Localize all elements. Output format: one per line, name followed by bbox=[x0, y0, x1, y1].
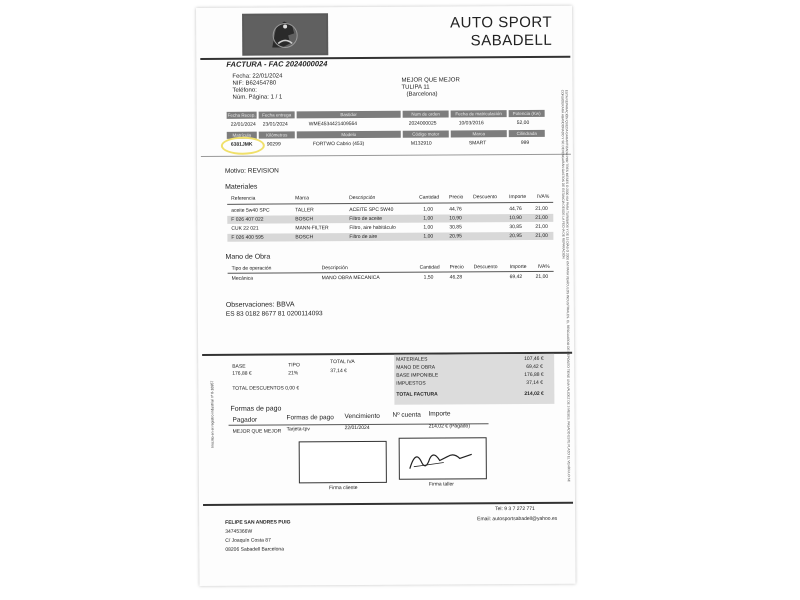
plate-highlight-circle bbox=[221, 137, 265, 155]
sum-mano-obra-label: MANO DE OBRA bbox=[396, 364, 436, 371]
company-logo bbox=[242, 13, 328, 56]
mat-brand: MANN-FILTER bbox=[295, 225, 329, 232]
mat-vat: 21,00 bbox=[535, 214, 548, 221]
mat-qty: 1,00 bbox=[423, 215, 434, 222]
vh-v2-1: 90299 bbox=[266, 141, 281, 148]
pago-h-1: Formas de pago bbox=[286, 414, 334, 422]
motivo: Motivo: REVISION bbox=[224, 167, 279, 175]
mat-h-2: Descripción bbox=[349, 194, 376, 202]
table-row bbox=[227, 232, 553, 242]
pago-title: Formas de pago bbox=[230, 405, 282, 413]
invoice-page: Núm. Página: 1 / 1 bbox=[232, 94, 283, 101]
pago-amount: 214,02 € (Pagado) bbox=[428, 423, 471, 430]
mat-qty: 1,00 bbox=[423, 224, 434, 231]
vh-v2-2: FORTWO Cabrio (453) bbox=[312, 140, 365, 148]
mo-h-6: IVA% bbox=[537, 263, 550, 270]
mat-h-1: Marca bbox=[295, 195, 310, 202]
mo-h-2: Cantidad bbox=[419, 264, 440, 271]
client-name: MEJOR QUE MEJOR bbox=[401, 77, 460, 84]
mo-h-4: Descuento bbox=[473, 264, 498, 271]
mat-desc: ACEITE SPC 5W40 bbox=[349, 206, 394, 214]
mo-vat: 21,00 bbox=[535, 273, 549, 280]
sum-total-label: TOTAL FACTURA bbox=[396, 391, 438, 398]
mat-price: 20,95 bbox=[449, 233, 462, 240]
vh-h2-1: Kilómetros bbox=[259, 131, 295, 138]
vh-v1-4: 10/03/2016 bbox=[458, 120, 484, 127]
invoice-phone: Teléfono: bbox=[232, 87, 257, 94]
vh-v2-3: M132910 bbox=[410, 140, 432, 147]
mat-vat: 21,00 bbox=[535, 223, 548, 230]
right-side-text: ESTA REPARACIÓN QUEDA GARANTIZADA POR TRES MESES O 2000 KM PARA TURISMOS Y DE 15 DÍAS O 2000 KM PARA VEHÍCULOS INDUSTRIALES. EL RESGUARDO DE DEPÓSITO TIENE UNA VALIDEZ DE 3 MESES. PASADO ESTE PLAZO EL VEHÍCULO SE CONSIDERARÁ ABANDONADO Y SE DEVENGARÁN GASTOS DE ESTANCIA DESDE LA FECHA DE REPARACIÓN bbox=[560, 89, 571, 482]
taller-signature-label: Firma taller bbox=[428, 481, 454, 488]
footer-city: 08206 Sabadell Barcelona bbox=[225, 546, 284, 553]
sum-impuestos-value: 37,14 € bbox=[526, 379, 544, 386]
invoice-nif: NIF: B62454780 bbox=[232, 80, 277, 87]
mat-desc: Filtro, aire habitáculo bbox=[349, 224, 396, 232]
handwritten-signature-icon bbox=[400, 438, 486, 479]
mat-brand: BOSCH bbox=[295, 216, 314, 223]
mat-brand: BOSCH bbox=[295, 234, 314, 241]
vh-h2-2: Modelo bbox=[297, 131, 401, 139]
mo-h-5: Importe bbox=[509, 263, 527, 271]
invoice-title: FACTURA - FAC 2024000024 bbox=[226, 59, 328, 69]
footer-street: C/ Joaquín Costa 87 bbox=[225, 537, 271, 544]
mo-type: Mecánica bbox=[231, 275, 254, 282]
footer-nif: 34745366W bbox=[225, 528, 253, 535]
client-signature-box bbox=[299, 441, 387, 484]
tipo-label: TIPO bbox=[288, 362, 300, 369]
total-iva-label: TOTAL IVA bbox=[330, 359, 355, 366]
footer-email: Email: autosportsabadell@yahoo.es bbox=[477, 515, 558, 523]
pago-h-3: Nº cuenta bbox=[392, 411, 421, 419]
vh-v1-3: 2024000025 bbox=[408, 120, 437, 127]
mat-price: 30,85 bbox=[449, 224, 462, 231]
horse-emblem-icon bbox=[242, 13, 328, 56]
sum-base-value: 176,88 € bbox=[524, 371, 544, 379]
vh-h2-0: Matrícula bbox=[227, 132, 257, 139]
iban: ES 83 0182 8677 81 0200114093 bbox=[225, 310, 323, 318]
mat-desc: Filtro de aceite bbox=[349, 215, 383, 223]
mat-brand: TALLER bbox=[295, 207, 314, 214]
vh-h2-3: Código motor bbox=[403, 130, 449, 137]
mo-h-3: Precio bbox=[449, 264, 464, 271]
pago-h-4: Importe bbox=[428, 410, 451, 418]
vh-h1-1: Fecha entrega bbox=[259, 111, 295, 118]
sum-base-label: BASE IMPONIBLE bbox=[396, 372, 439, 379]
total-iva-value: 37,14 € bbox=[330, 368, 347, 375]
vh-v1-1: 23/01/2024 bbox=[262, 121, 288, 128]
mat-amount: 20,95 bbox=[509, 233, 522, 240]
mat-h-4: Precio bbox=[449, 194, 464, 201]
pago-due: 22/01/2024 bbox=[344, 424, 370, 432]
vh-h1-4: Fecha de matriculación bbox=[451, 110, 507, 117]
vh-h1-0: Fecha Recep. bbox=[227, 112, 256, 118]
company-name-line1: AUTO SPORT bbox=[450, 13, 553, 32]
mat-h-0: Referencia bbox=[231, 195, 256, 202]
base-label: BASE bbox=[232, 363, 246, 370]
client-address: TULIPA 11 bbox=[401, 84, 430, 91]
observaciones: Observaciones: BBVA bbox=[225, 301, 295, 309]
mano-obra-title: Mano de Obra bbox=[225, 253, 271, 261]
mat-qty: 1,00 bbox=[423, 206, 433, 213]
client-city: (Barcelona) bbox=[406, 91, 438, 98]
mat-amount: 44,76 bbox=[509, 206, 522, 213]
footer-name: FELIPE SAN ANDRES PUIG bbox=[225, 519, 291, 526]
client-signature-label: Firma cliente bbox=[328, 485, 358, 492]
mo-qty: 1,50 bbox=[423, 274, 434, 281]
vh-h2-5: Cilindrada bbox=[509, 130, 545, 137]
mo-h-0: Tipo de operación bbox=[231, 265, 272, 272]
company-name-line2: SABADELL bbox=[470, 31, 553, 50]
license-plate: 6381JMK bbox=[230, 141, 253, 148]
pago-payer: MEJOR QUE MEJOR bbox=[232, 428, 282, 435]
vh-v2-4: SMART bbox=[468, 140, 487, 147]
materiales-title: Materiales bbox=[225, 183, 258, 191]
vh-v1-0: 22/01/2024 bbox=[230, 121, 256, 128]
title-rule bbox=[200, 56, 570, 60]
mat-ref: CUK 22 021 bbox=[231, 225, 259, 232]
table-row bbox=[228, 273, 554, 283]
mo-h-1: Descripción bbox=[321, 265, 348, 272]
mat-ref: F 026 407 022 bbox=[231, 216, 264, 223]
mat-amount: 30,85 bbox=[509, 224, 522, 231]
invoice-paper bbox=[196, 6, 576, 586]
mat-amount: 10,90 bbox=[509, 215, 522, 222]
invoice-date: Fecha: 22/01/2024 bbox=[232, 73, 283, 80]
vh-v2-5: 999 bbox=[520, 139, 530, 147]
mat-h-5: Descuento bbox=[473, 194, 498, 201]
mat-ref: aceite 5w40 SPC bbox=[231, 207, 270, 214]
mat-vat: 21,00 bbox=[535, 205, 548, 212]
footer-rule bbox=[203, 502, 573, 506]
vh-v1-5: 52,00 bbox=[516, 119, 530, 127]
pago-h-2: Vencimiento bbox=[344, 412, 380, 421]
mat-h-3: Cantidad bbox=[419, 194, 440, 201]
mat-price: 44,76 bbox=[449, 206, 462, 213]
tipo-value: 21% bbox=[288, 370, 299, 377]
mo-amount: 69,42 bbox=[509, 274, 523, 281]
mat-vat: 21,00 bbox=[535, 232, 548, 239]
mat-h-7: IVA% bbox=[537, 193, 550, 200]
mo-desc: MANO OBRA MECANICA bbox=[321, 274, 380, 282]
sum-impuestos-label: IMPUESTOS bbox=[396, 380, 426, 387]
mat-h-6: Importe bbox=[509, 193, 527, 201]
sum-materiales-label: MATERIALES bbox=[396, 356, 428, 363]
mat-price: 10,90 bbox=[449, 215, 462, 222]
mat-ref: F 026 400 595 bbox=[231, 234, 264, 241]
taller-signature-box bbox=[399, 437, 487, 480]
sum-mano-obra-value: 69,42 € bbox=[526, 363, 543, 370]
pago-method: Tarjeta-tpv bbox=[286, 426, 310, 433]
vh-h1-2: Bastidor bbox=[297, 111, 401, 119]
total-descuentos: TOTAL DESCUENTOS 0,00 € bbox=[232, 385, 300, 392]
mo-price: 46,28 bbox=[449, 274, 463, 281]
vh-h2-4: Marca bbox=[451, 130, 507, 137]
vh-v1-2: WME4534421409564 bbox=[308, 121, 358, 128]
left-side-text: Inscrito en el registro industrial nº 0-16957 bbox=[210, 380, 215, 448]
sum-materiales-value: 107,46 € bbox=[524, 355, 544, 363]
mat-desc: Filtro de aire bbox=[349, 233, 378, 241]
pago-h-0: Pagador bbox=[232, 416, 258, 424]
footer-phone: Tel: 9 3 7 272 771 bbox=[495, 505, 535, 513]
base-value: 176,88 € bbox=[232, 370, 252, 377]
sum-total-value: 214,02 € bbox=[524, 390, 544, 398]
vh-h1-5: Potencia (Kw) bbox=[509, 110, 545, 117]
vehicle-rule bbox=[201, 154, 571, 157]
mat-qty: 1,00 bbox=[423, 233, 434, 240]
vh-h1-3: Num de orden bbox=[403, 110, 449, 117]
